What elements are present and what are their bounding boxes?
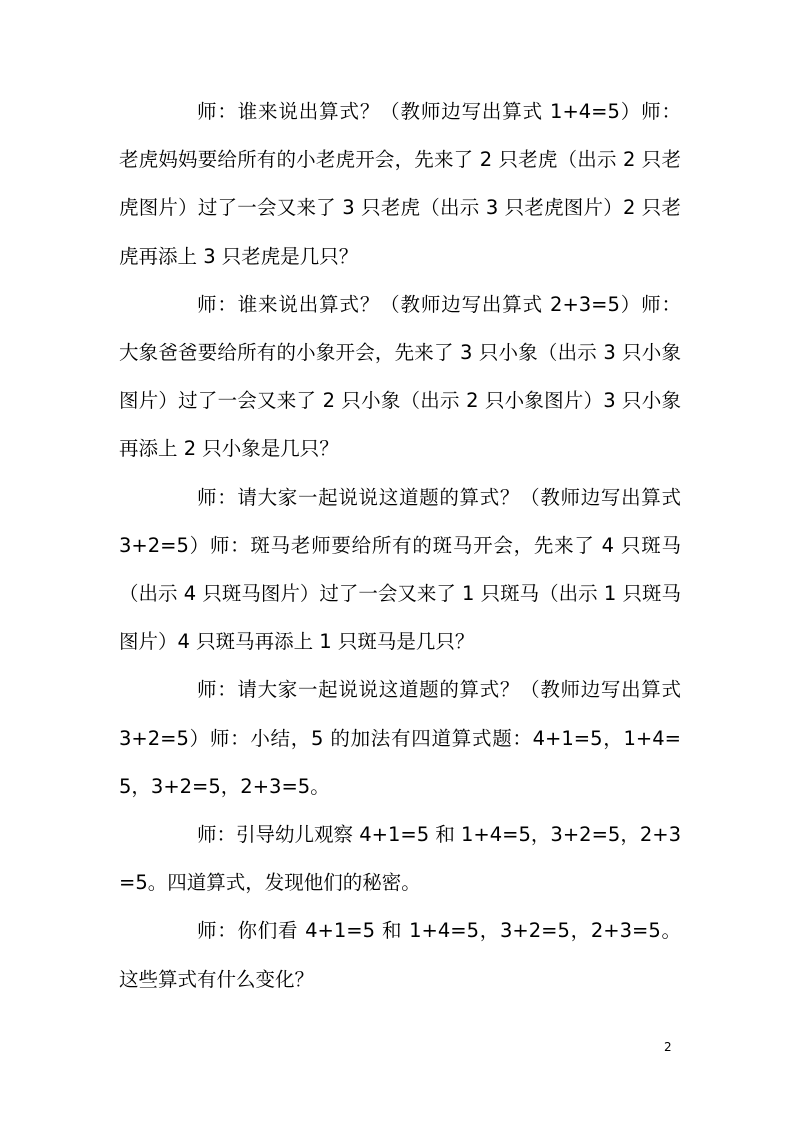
paragraph-2: 师：谁来说出算式？（教师边写出算式 2+3=5）师：大象爸爸要给所有的小象开会，先来了 3 只小象（出示 3 只小象图片）过了一会又来了 2 只小象（出示 2 只小象图片）3 只小象再添上 2 只小象是几只？ bbox=[119, 292, 681, 461]
page-number: 2 bbox=[664, 1040, 672, 1054]
paragraph-1: 师：谁来说出算式？（教师边写出算式 1+4=5）师：老虎妈妈要给所有的小老虎开会，先来了 2 只老虎（出示 2 只老虎图片）过了一会又来了 3 只老虎（出示 3 只老虎图片）2 只老虎再添上 3 只老虎是几只？ bbox=[119, 100, 681, 268]
paragraph-6: 师：你们看 4+1=5 和 1+4=5，3+2=5，2+3=5。这些算式有什么变化？ bbox=[119, 919, 681, 991]
paragraph-4: 师：请大家一起说说这道题的算式？（教师边写出算式 3+2=5）师：小结，5 的加法有四道算式题：4+1=5，1+4=5，3+2=5，2+3=5。 bbox=[119, 678, 681, 798]
document-body bbox=[119, 88, 681, 1004]
paragraph-5: 师：引导幼儿观察 4+1=5 和 1+4=5，3+2=5，2+3=5。四道算式，发现他们的秘密。 bbox=[119, 823, 681, 895]
paragraph-3: 师：请大家一起说说这道题的算式？（教师边写出算式 3+2=5）师：斑马老师要给所有的斑马开会，先来了 4 只斑马（出示 4 只斑马图片）过了一会又来了 1 只斑马（出示 1 只斑马图片）4 只斑马再添上 1 只斑马是几只？ bbox=[119, 485, 681, 654]
